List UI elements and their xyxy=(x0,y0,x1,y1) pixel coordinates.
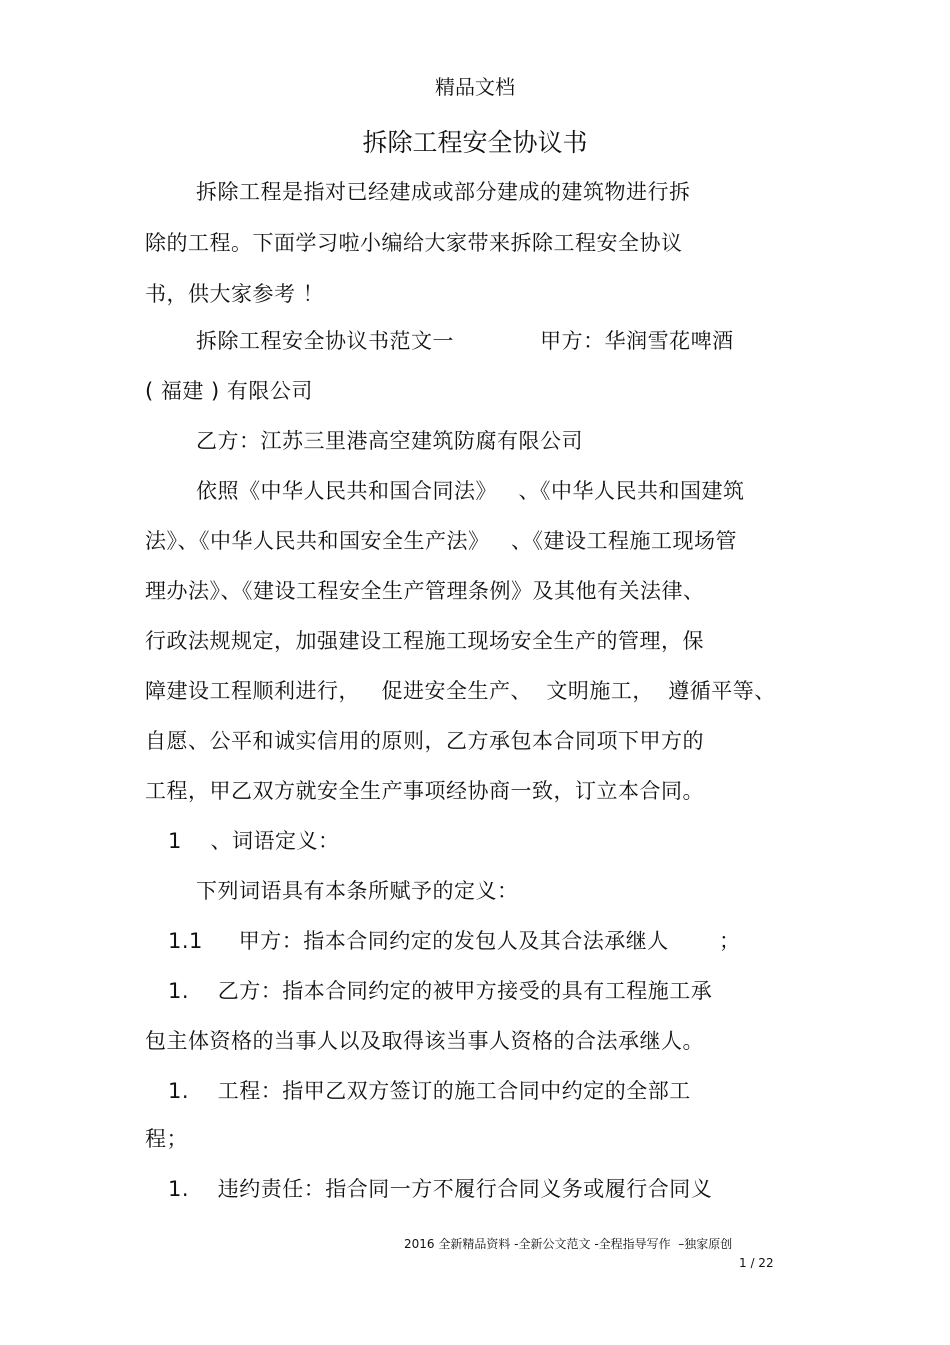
definition-item: 1. 违约责任：指合同一方不履行合同义务或履行合同义 xyxy=(168,1177,713,1201)
body-line: 乙方：江苏三里港高空建筑防腐有限公司 xyxy=(196,429,583,453)
body-line: 拆除工程安全协议书范文一 甲方：华润雪花啤酒 xyxy=(196,329,734,353)
document-title: 拆除工程安全协议书 xyxy=(362,128,588,157)
body-line: 自愿、公平和诚实信用的原则，乙方承包本合同项下甲方的 xyxy=(145,729,704,753)
body-line: 下列词语具有本条所赋予的定义： xyxy=(196,879,519,903)
body-line: 行政法规规定，加强建设工程施工现场安全生产的管理，保 xyxy=(145,629,704,653)
body-line: 法》、《中华人民共和国安全生产法》 、《建设工程施工现场管 xyxy=(145,529,738,553)
body-line: 障建设工程顺利进行， 促进安全生产、 文明施工， 遵循平等、 xyxy=(145,679,776,703)
page-number: 1 / 22 xyxy=(739,1256,774,1270)
body-line: 依照《中华人民共和国合同法》 、《中华人民共和国建筑 xyxy=(196,479,745,503)
definition-item: 1. 乙方：指本合同约定的被甲方接受的具有工程施工承 xyxy=(168,979,713,1003)
body-line: ( 福建 ) 有限公司 xyxy=(145,379,313,403)
section-heading: 1 、词语定义： xyxy=(168,829,340,853)
footer-text: 2016 全新精品资料 -全新公文范文 -全程指导写作 –独家原创 xyxy=(404,1237,733,1251)
body-line: 程； xyxy=(145,1127,188,1151)
definition-item: 1. 工程：指甲乙双方签订的施工合同中约定的全部工 xyxy=(168,1079,691,1103)
body-line: 拆除工程是指对已经建成或部分建成的建筑物进行拆 xyxy=(196,180,691,204)
page-header: 精品文档 xyxy=(435,75,515,99)
body-line: 书，供大家参考 ！ xyxy=(145,282,325,306)
body-line: 除的工程。下面学习啦小编给大家带来拆除工程安全协议 xyxy=(145,231,683,255)
body-line: 工程，甲乙双方就安全生产事项经协商一致，订立本合同。 xyxy=(145,779,704,803)
body-line: 包主体资格的当事人以及取得该当事人资格的合法承继人。 xyxy=(145,1029,704,1053)
body-line: 理办法》、《建设工程安全生产管理条例》及其他有关法律、 xyxy=(145,579,705,603)
definition-item: 1.1 甲方：指本合同约定的发包人及其合法承继人 ； xyxy=(168,929,741,953)
